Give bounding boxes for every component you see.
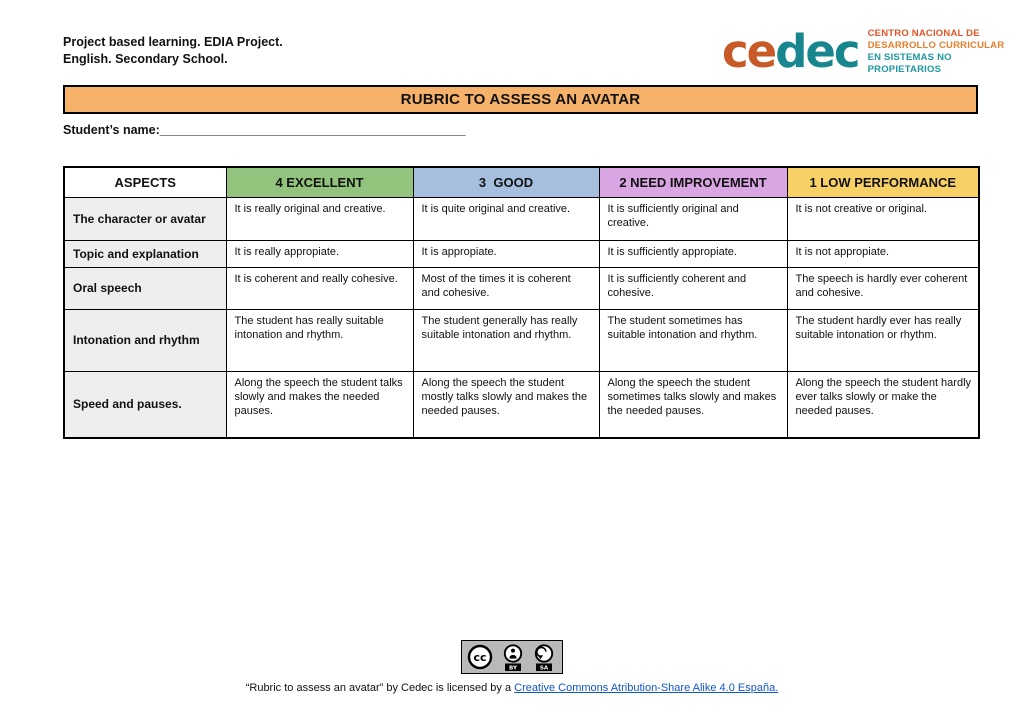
column-header-excellent: 4 EXCELLENT: [226, 167, 413, 197]
cedec-tagline-line2: DESARROLLO CURRICULAR: [867, 39, 1005, 51]
rubric-cell: It is not appropiate.: [787, 240, 979, 267]
aspect-speed-and-pauses: Speed and pauses.: [64, 371, 226, 438]
table-row: [64, 197, 979, 240]
cedec-tagline-line1: CENTRO NACIONAL DE: [867, 28, 980, 39]
cedec-tagline: [868, 28, 1024, 76]
column-header-good: 3 GOOD: [413, 167, 599, 197]
svg-text:BY: BY: [508, 665, 518, 672]
cedec-logotype-ce: ce: [722, 25, 776, 79]
cc-logo-icon: [469, 646, 491, 668]
rubric-cell: The student generally has really suitable intonation and rhythm.: [413, 309, 599, 371]
table-row: [64, 309, 979, 371]
rubric-table: [63, 166, 980, 439]
table-row: [64, 240, 979, 267]
rubric-cell: Along the speech the student hardly ever talks slowly or make the needed pauses.: [787, 371, 979, 438]
license-link[interactable]: Creative Commons Atribution-Share Alike 4.0 España.: [514, 682, 779, 694]
column-header-low-performance: 1 LOW PERFORMANCE: [787, 167, 979, 197]
page-title: RUBRIC TO ASSESS AN AVATAR: [400, 91, 641, 108]
cc-license-badge: [461, 640, 563, 674]
column-header-aspects: ASPECTS: [64, 167, 226, 197]
rubric-cell: It is appropiate.: [413, 240, 599, 267]
rubric-cell: It is not creative or original.: [787, 197, 979, 240]
rubric-cell: It is really original and creative.: [226, 197, 413, 240]
student-name-line: [63, 123, 466, 137]
cc-sa-icon: [536, 645, 552, 671]
table-header-row: [64, 167, 979, 197]
rubric-cell: Most of the times it is coherent and cohesive.: [413, 267, 599, 309]
aspect-topic-and-explanation: Topic and explanation: [64, 240, 226, 267]
svg-text:cc: cc: [473, 651, 487, 664]
cedec-logotype-dec: dec: [775, 25, 859, 79]
rubric-cell: It is sufficiently original and creative.: [599, 197, 787, 240]
student-name-blank: ____________________________________________: [159, 123, 466, 137]
svg-text:SA: SA: [539, 665, 549, 672]
rubric-cell: It is coherent and really cohesive.: [226, 267, 413, 309]
license-prefix: “Rubric to assess an avatar” by Cedec is licensed by a: [245, 682, 515, 694]
rubric-cell: Along the speech the student talks slowly and makes the needed pauses.: [226, 371, 413, 438]
rubric-cell: It is quite original and creative.: [413, 197, 599, 240]
student-name-label: Student’s name:: [63, 123, 160, 137]
aspect-oral-speech: Oral speech: [64, 267, 226, 309]
aspect-character-or-avatar: The character or avatar: [64, 197, 226, 240]
project-line-2: English. Secondary School.: [63, 51, 228, 66]
rubric-cell: The student sometimes has suitable intonation and rhythm.: [599, 309, 787, 371]
table-row: [64, 267, 979, 309]
cedec-tagline-line3: EN SISTEMAS NO PROPIETARIOS: [867, 51, 952, 75]
table-row: [64, 371, 979, 438]
project-heading: [63, 34, 283, 68]
cc-by-icon: [505, 645, 521, 671]
rubric-cell: It is really appropiate.: [226, 240, 413, 267]
license-line: [0, 682, 1024, 694]
title-banner: [63, 85, 978, 114]
project-line-1: Project based learning. EDIA Project.: [63, 35, 283, 49]
aspect-intonation-and-rhythm: Intonation and rhythm: [64, 309, 226, 371]
rubric-cell: Along the speech the student mostly talks slowly and makes the needed pauses.: [413, 371, 599, 438]
rubric-cell: It is sufficiently coherent and cohesive.: [599, 267, 787, 309]
rubric-cell: The student has really suitable intonation and rhythm.: [226, 309, 413, 371]
cedec-logotype: [722, 25, 859, 79]
cc-by-sa-icon: [465, 642, 559, 672]
rubric-cell: The speech is hardly ever coherent and cohesive.: [787, 267, 979, 309]
rubric-cell: The student hardly ever has really suitable intonation or rhythm.: [787, 309, 979, 371]
rubric-cell: Along the speech the student sometimes talks slowly and makes the needed pauses.: [599, 371, 787, 438]
column-header-need-improvement: 2 NEED IMPROVEMENT: [599, 167, 787, 197]
rubric-cell: It is sufficiently appropiate.: [599, 240, 787, 267]
cedec-logo: [722, 25, 1024, 79]
